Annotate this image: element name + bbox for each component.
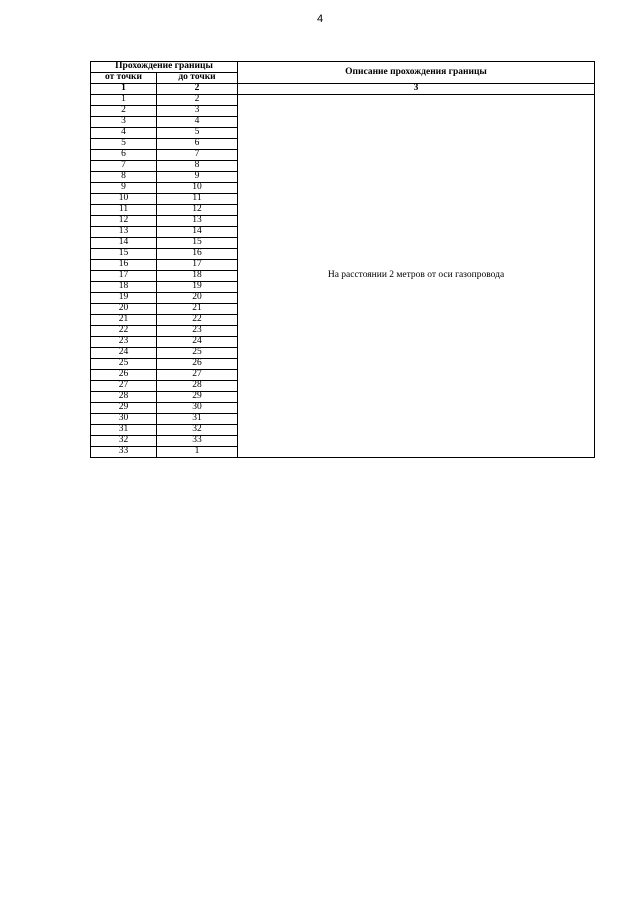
from-point-cell: 21 — [91, 315, 157, 326]
from-point-cell: 6 — [91, 150, 157, 161]
to-point-cell: 26 — [157, 359, 238, 370]
to-point-cell: 10 — [157, 183, 238, 194]
to-point-cell: 27 — [157, 370, 238, 381]
to-point-cell: 32 — [157, 425, 238, 436]
to-point-cell: 28 — [157, 381, 238, 392]
to-point-cell: 19 — [157, 282, 238, 293]
header-to-point: до точки — [157, 73, 238, 84]
to-point-cell: 2 — [157, 95, 238, 106]
page-number: 4 — [316, 13, 324, 25]
boundary-table — [90, 61, 595, 458]
from-point-cell: 22 — [91, 326, 157, 337]
from-point-cell: 15 — [91, 249, 157, 260]
from-point-cell: 4 — [91, 128, 157, 139]
from-point-cell: 9 — [91, 183, 157, 194]
from-point-cell: 27 — [91, 381, 157, 392]
from-point-cell: 16 — [91, 260, 157, 271]
from-point-cell: 14 — [91, 238, 157, 249]
column-number-row — [91, 84, 595, 95]
boundary-description-cell: На расстоянии 2 метров от оси газопровода — [238, 95, 595, 458]
to-point-cell: 24 — [157, 337, 238, 348]
from-point-cell: 10 — [91, 194, 157, 205]
from-point-cell: 25 — [91, 359, 157, 370]
from-point-cell: 13 — [91, 227, 157, 238]
from-point-cell: 8 — [91, 172, 157, 183]
from-point-cell: 28 — [91, 392, 157, 403]
from-point-cell: 19 — [91, 293, 157, 304]
to-point-cell: 31 — [157, 414, 238, 425]
to-point-cell: 14 — [157, 227, 238, 238]
header-from-point: от точки — [91, 73, 157, 84]
to-point-cell: 20 — [157, 293, 238, 304]
to-point-cell: 25 — [157, 348, 238, 359]
from-point-cell: 26 — [91, 370, 157, 381]
to-point-cell: 17 — [157, 260, 238, 271]
from-point-cell: 29 — [91, 403, 157, 414]
to-point-cell: 7 — [157, 150, 238, 161]
to-point-cell: 23 — [157, 326, 238, 337]
to-point-cell: 18 — [157, 271, 238, 282]
to-point-cell: 13 — [157, 216, 238, 227]
to-point-cell: 1 — [157, 447, 238, 458]
column-number: 1 — [91, 84, 157, 95]
to-point-cell: 9 — [157, 172, 238, 183]
from-point-cell: 24 — [91, 348, 157, 359]
from-point-cell: 31 — [91, 425, 157, 436]
from-point-cell: 11 — [91, 205, 157, 216]
to-point-cell: 6 — [157, 139, 238, 150]
to-point-cell: 22 — [157, 315, 238, 326]
to-point-cell: 5 — [157, 128, 238, 139]
from-point-cell: 12 — [91, 216, 157, 227]
to-point-cell: 3 — [157, 106, 238, 117]
from-point-cell: 2 — [91, 106, 157, 117]
header-boundary-passage: Прохождение границы — [91, 62, 238, 73]
to-point-cell: 12 — [157, 205, 238, 216]
to-point-cell: 8 — [157, 161, 238, 172]
table-row — [91, 95, 595, 106]
to-point-cell: 30 — [157, 403, 238, 414]
from-point-cell: 23 — [91, 337, 157, 348]
from-point-cell: 18 — [91, 282, 157, 293]
to-point-cell: 33 — [157, 436, 238, 447]
to-point-cell: 11 — [157, 194, 238, 205]
from-point-cell: 30 — [91, 414, 157, 425]
column-number: 3 — [238, 84, 595, 95]
from-point-cell: 7 — [91, 161, 157, 172]
from-point-cell: 3 — [91, 117, 157, 128]
from-point-cell: 5 — [91, 139, 157, 150]
to-point-cell: 29 — [157, 392, 238, 403]
from-point-cell: 20 — [91, 304, 157, 315]
from-point-cell: 32 — [91, 436, 157, 447]
to-point-cell: 15 — [157, 238, 238, 249]
header-description: Описание прохождения границы — [238, 62, 595, 84]
from-point-cell: 33 — [91, 447, 157, 458]
from-point-cell: 1 — [91, 95, 157, 106]
from-point-cell: 17 — [91, 271, 157, 282]
to-point-cell: 4 — [157, 117, 238, 128]
to-point-cell: 16 — [157, 249, 238, 260]
column-number: 2 — [157, 84, 238, 95]
to-point-cell: 21 — [157, 304, 238, 315]
